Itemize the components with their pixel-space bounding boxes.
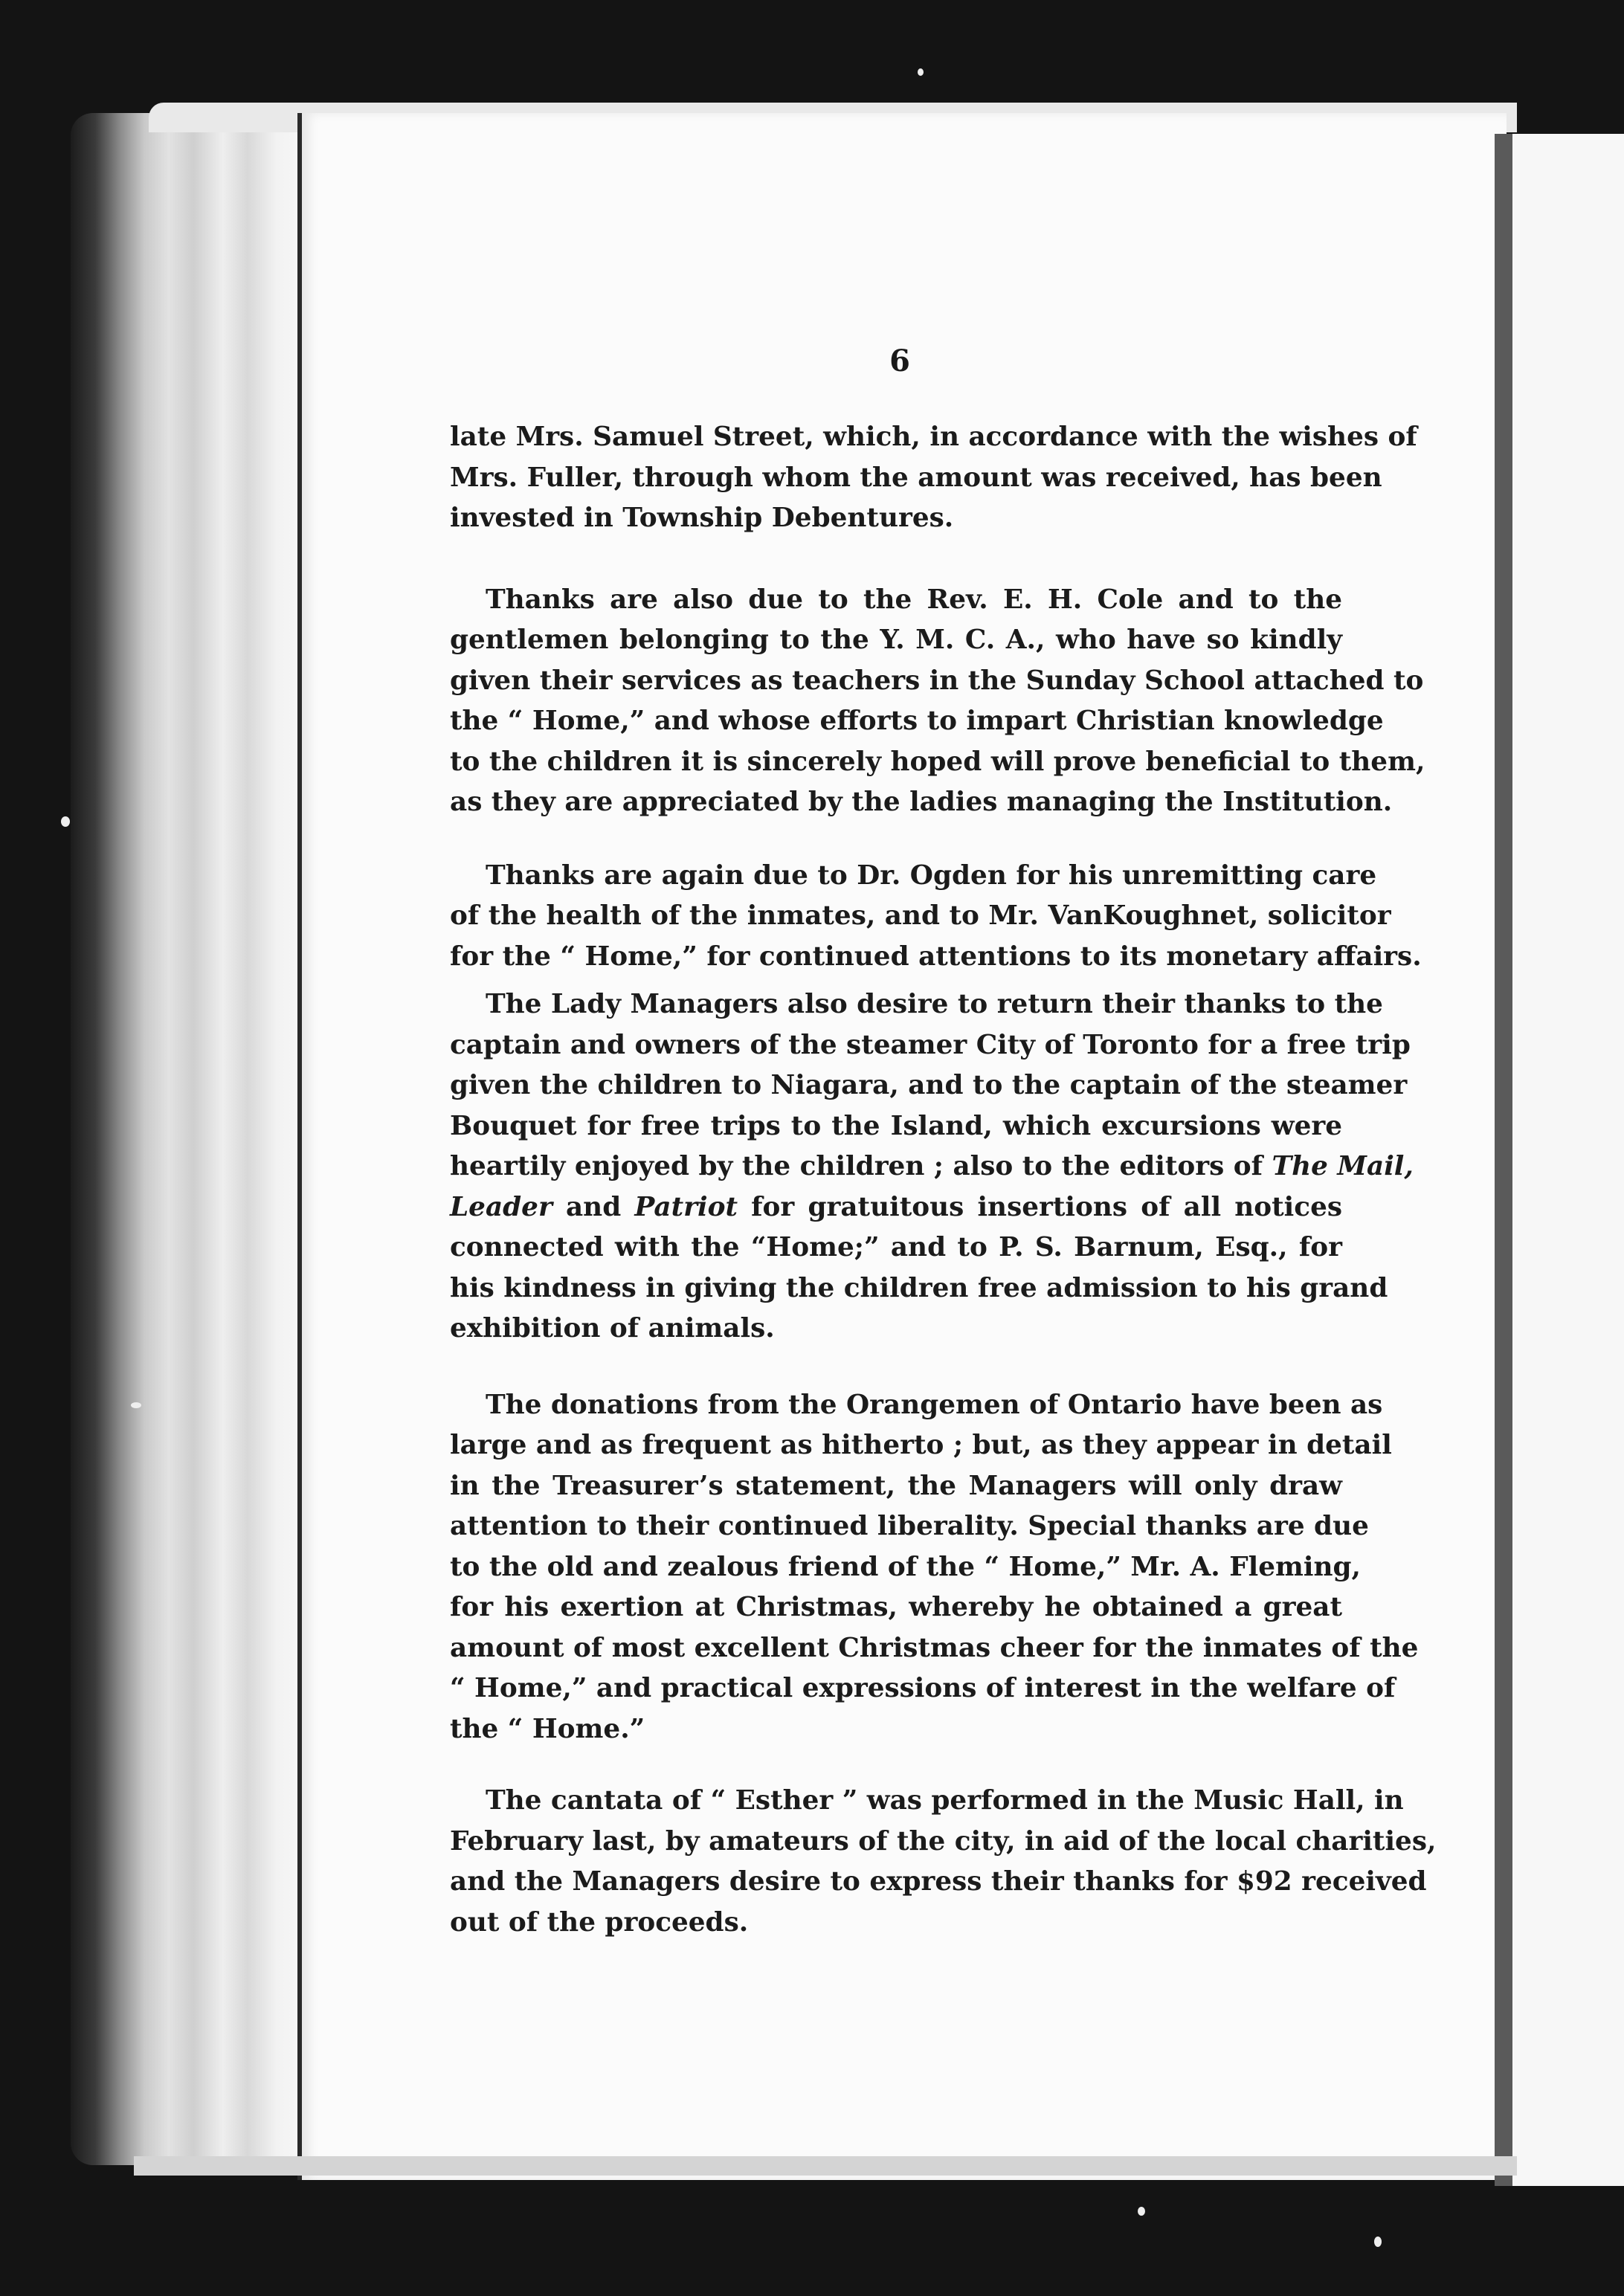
text-fragment: heartily enjoyed by the children ; also to the editors of	[450, 1150, 1263, 1181]
text-line	[450, 1146, 1414, 1187]
text-fragment: and	[565, 1190, 622, 1222]
paragraph-street-bequest	[450, 416, 1417, 538]
text-line: captain and owners of the steamer City of Toronto for a free trip	[450, 1028, 1411, 1060]
text-line: out of the proceeds.	[450, 1906, 749, 1938]
paragraph-orangemen-donations	[450, 1384, 1419, 1750]
dust-speck	[1374, 2237, 1382, 2247]
dust-speck	[61, 816, 70, 827]
text-line: and the Managers desire to express their thanks for $92 received	[450, 1866, 1427, 1897]
book-gutter	[1495, 134, 1512, 2186]
text-line: The donations from the Orangemen of Ontario have been as	[486, 1388, 1383, 1420]
text-line: the “ Home.”	[450, 1712, 645, 1744]
dust-speck	[1138, 2207, 1145, 2216]
newspaper-title-leader: Leader	[450, 1190, 552, 1222]
text-line: in the Treasurer’s statement, the Managers will only draw	[450, 1469, 1342, 1501]
text-line: given the children to Niagara, and to the captain of the steamer	[450, 1069, 1408, 1100]
text-line: given their services as teachers in the Sunday School attached to	[450, 664, 1424, 696]
paragraph-doctor-solicitor-thanks	[450, 855, 1422, 977]
text-line: Thanks are again due to Dr. Ogden for his unremitting care	[486, 859, 1377, 891]
text-line: late Mrs. Samuel Street, which, in accordance with the wishes of	[450, 421, 1417, 452]
text-line: February last, by amateurs of the city, in aid of the local charities,	[450, 1825, 1437, 1857]
paragraph-esther-cantata	[450, 1780, 1437, 1942]
text-line: amount of most excellent Christmas cheer for the inmates of the	[450, 1631, 1419, 1663]
text-line: gentlemen belonging to the Y. M. C. A., who have so kindly	[450, 624, 1342, 655]
text-line: Bouquet for free trips to the Island, which excursions were	[450, 1109, 1342, 1141]
text-line: “ Home,” and practical expressions of interest in the welfare of	[450, 1672, 1396, 1703]
dust-speck	[131, 1402, 141, 1408]
text-line: attention to their continued liberality. Special thanks are due	[450, 1510, 1369, 1541]
text-line: to the old and zealous friend of the “ Home,” Mr. A. Fleming,	[450, 1550, 1361, 1582]
text-line: The Lady Managers also desire to return their thanks to the	[486, 988, 1383, 1019]
facing-page-edge	[1512, 134, 1624, 2186]
paragraph-sunday-school-thanks	[450, 579, 1425, 822]
text-line: the “ Home,” and whose efforts to impart Christian knowledge	[450, 705, 1384, 736]
text-line: Thanks are also due to the Rev. E. H. Cole and to the	[486, 583, 1342, 615]
text-fragment: for gratuitous insertions of all notices	[751, 1190, 1342, 1222]
newspaper-title-patriot: Patriot	[634, 1190, 738, 1222]
text-line: for the “ Home,” for continued attentions to its monetary affairs.	[450, 940, 1422, 972]
text-line: invested in Township Debentures.	[450, 502, 954, 533]
page-body-text	[450, 416, 1437, 1942]
text-line: his kindness in giving the children free admission to his grand	[450, 1271, 1388, 1303]
dust-speck	[918, 68, 924, 76]
book-page-edges	[71, 113, 316, 2165]
page-number: 6	[889, 344, 910, 378]
text-line: of the health of the inmates, and to Mr. VanKoughnet, solicitor	[450, 900, 1391, 931]
newspaper-title-mail: The Mail,	[1272, 1150, 1414, 1181]
paragraph-steamer-thanks	[450, 984, 1414, 1349]
page-bottom-edge	[134, 2156, 1517, 2176]
text-line: large and as frequent as hitherto ; but, as they appear in detail	[450, 1429, 1392, 1460]
text-line: to the children it is sincerely hoped will prove beneficial to them,	[450, 745, 1425, 777]
text-line	[450, 1187, 1342, 1228]
text-line: Mrs. Fuller, through whom the amount was received, has been	[450, 461, 1382, 493]
text-line: The cantata of “ Esther ” was performed in the Music Hall, in	[486, 1784, 1404, 1816]
text-line: for his exertion at Christmas, whereby he obtained a great	[450, 1591, 1342, 1622]
text-line: as they are appreciated by the ladies managing the Institution.	[450, 786, 1393, 817]
text-line: exhibition of animals.	[450, 1312, 775, 1344]
text-line: connected with the “Home;” and to P. S. Barnum, Esq., for	[450, 1231, 1342, 1263]
